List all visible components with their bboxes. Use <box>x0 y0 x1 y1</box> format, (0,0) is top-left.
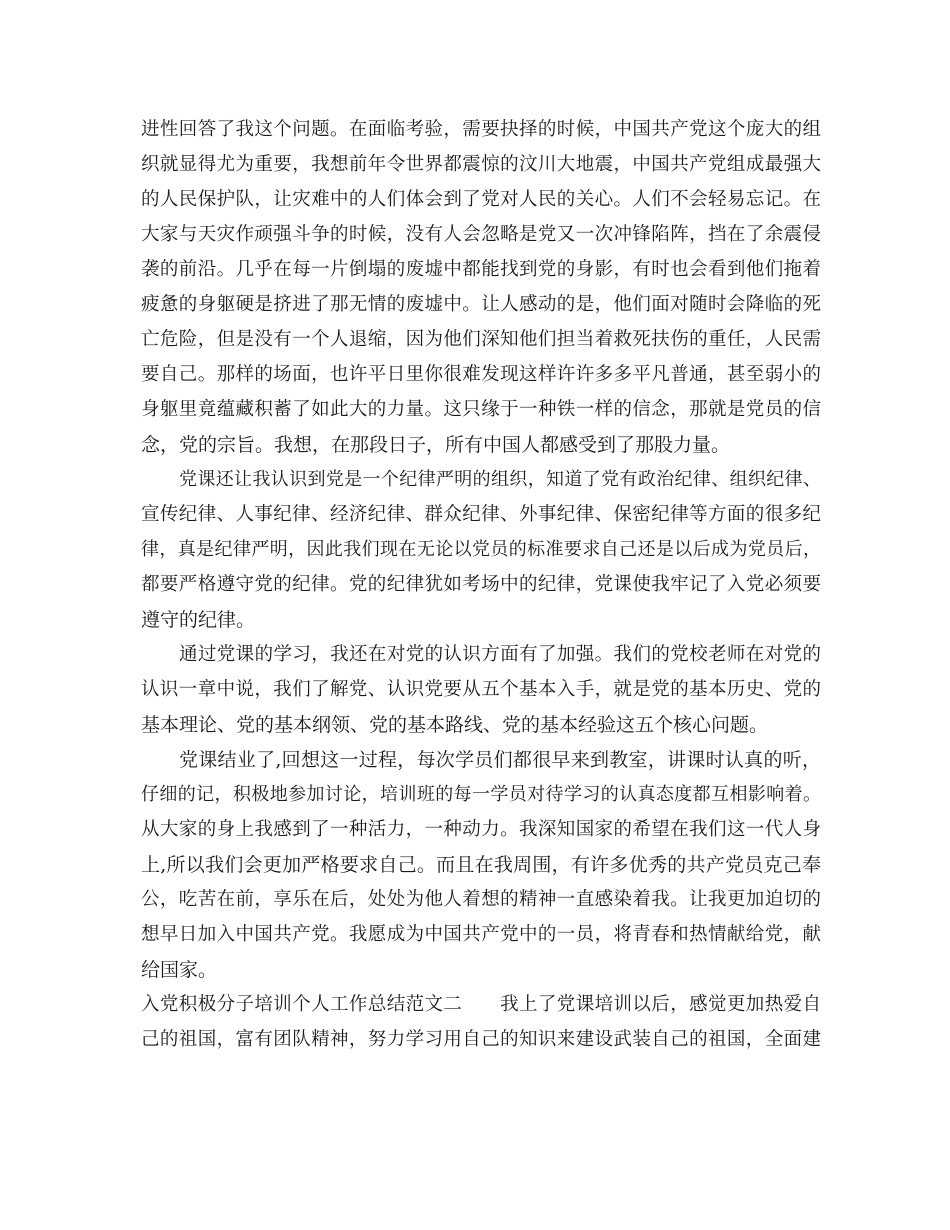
text-line: 宣传纪律、人事纪律、经济纪律、群众纪律、外事纪律、保密纪律等方面的很多纪 <box>141 504 821 525</box>
text-line: 给国家。 <box>141 959 218 981</box>
text-line: 亡危险，但是没有一个人退缩，因为他们深知他们担当着救死扶伤的重任，人民需 <box>141 329 821 350</box>
text-line: 基本理论、党的基本纲领、党的基本路线、党的基本经验这五个核心问题。 <box>141 714 769 736</box>
text-line: 公，吃苦在前，享乐在后，处处为他人着想的精神一直感染着我。让我更加迫切的 <box>141 889 821 910</box>
text-line: 都要严格遵守党的纪律。党的纪律犹如考场中的纪律，党课使我牢记了入党必须要 <box>141 574 821 595</box>
text-line: 疲惫的身躯硬是挤进了那无情的废墟中。让人感动的是，他们面对随时会降临的死 <box>141 294 821 315</box>
text-line: 织就显得尤为重要，我想前年令世界都震惊的汶川大地震，中国共产党组成最强大 <box>141 154 821 175</box>
text-line: 律，真是纪律严明，因此我们现在无论以党员的标准要求自己还是以后成为党员后， <box>141 539 821 560</box>
text-line: 袭的前沿。几乎在每一片倒塌的废墟中都能找到党的身影，有时也会看到他们拖着 <box>141 259 821 280</box>
text-line: 身躯里竟蕴藏积蓄了如此大的力量。这只缘于一种铁一样的信念，那就是党员的信 <box>141 399 821 420</box>
text-line: 上,所以我们会更加严格要求自己。而且在我周围，有许多优秀的共产党员克己奉 <box>141 854 821 876</box>
text-line: 仔细的记，积极地参加讨论，培训班的每一学员对待学习的认真态度都互相影响着。 <box>141 784 821 805</box>
paragraph-first-line: 党课结业了,回想这一过程，每次学员们都很早来到教室，讲课时认真的听， <box>179 749 821 771</box>
text-line: 要自己。那样的场面，也许平日里你很难发现这样许许多多平凡普通，甚至弱小的 <box>141 364 821 385</box>
text-line: 大家与天灾作顽强斗争的时候，没有人会忽略是党又一次冲锋陷阵，挡在了余震侵 <box>141 224 821 245</box>
text-line: 认识一章中说，我们了解党、认识党要从五个基本入手，就是党的基本历史、党的 <box>141 679 821 700</box>
text-line: 想早日加入中国共产党。我愿成为中国共产党中的一员，将青春和热情献给党，献 <box>141 924 821 945</box>
paragraph-first-line: 党课还让我认识到党是一个纪律严明的组织，知道了党有政治纪律、组织纪律、 <box>179 469 821 490</box>
section-heading-line: 入党积极分子培训个人工作总结范文二 我上了党课培训以后，感觉更加热爱自 <box>141 994 821 1015</box>
text-line: 遵守的纪律。 <box>141 609 256 631</box>
text-line: 己的祖国，富有团队精神，努力学习用自己的知识来建设武装自己的祖国，全面建 <box>141 1029 821 1050</box>
text-line: 念，党的宗旨。我想，在那段日子，所有中国人都感受到了那股力量。 <box>141 434 731 456</box>
text-line: 的人民保护队，让灾难中的人们体会到了党对人民的关心。人们不会轻易忘记。在 <box>141 189 821 210</box>
paragraph-first-line: 通过党课的学习，我还在对党的认识方面有了加强。我们的党校老师在对党的 <box>179 644 821 665</box>
text-line: 从大家的身上我感到了一种活力，一种动力。我深知国家的希望在我们这一代人身 <box>141 819 821 840</box>
text-line: 进性回答了我这个问题。在面临考验，需要抉择的时候，中国共产党这个庞大的组 <box>141 119 821 140</box>
